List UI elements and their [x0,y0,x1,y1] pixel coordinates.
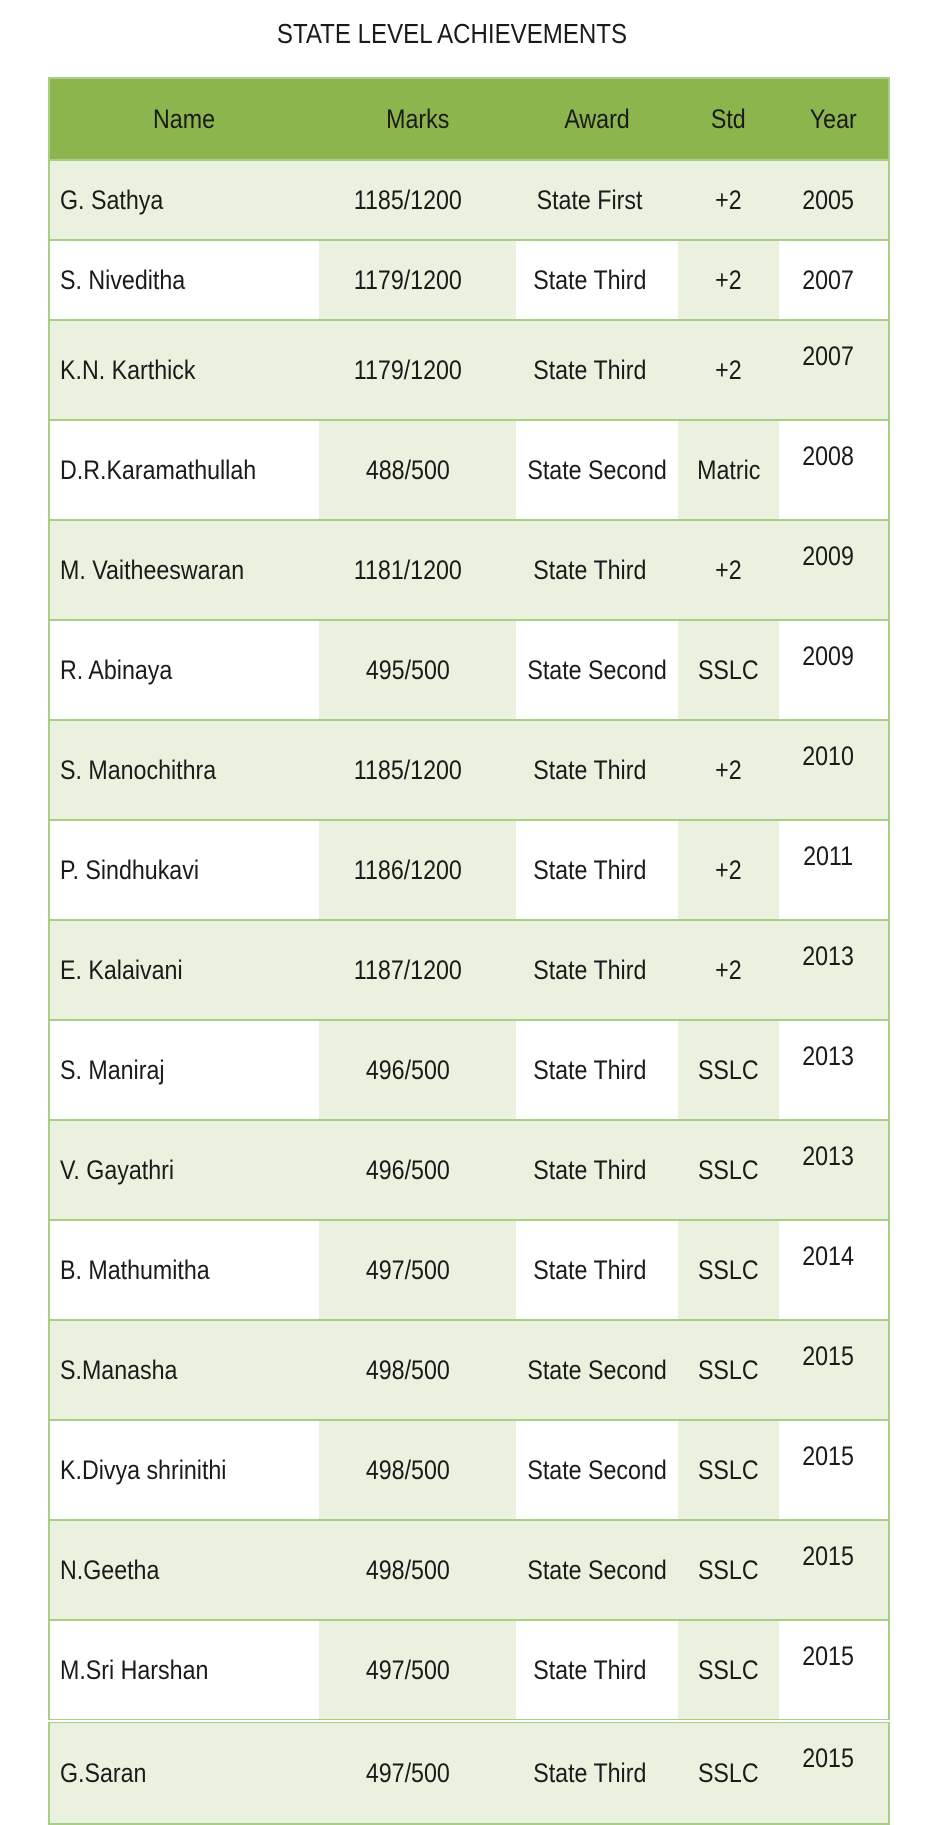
cell-award: State Second [516,420,678,520]
cell-year: 2013 [779,1120,889,1220]
table-row [49,240,889,320]
cell-award: State Second [516,1420,678,1520]
cell-name: R. Abinaya [49,620,319,720]
cell-award: State Third [516,1620,678,1721]
cell-year: 2009 [779,520,889,620]
cell-year: 2015 [779,1520,889,1620]
cell-name: M.Sri Harshan [49,1620,319,1721]
table-row [49,320,889,420]
cell-name: D.R.Karamathullah [49,420,319,520]
cell-std: SSLC [678,620,779,720]
cell-std: +2 [678,320,779,420]
table-row [49,1420,889,1520]
table-row [49,620,889,720]
cell-std: SSLC [678,1120,779,1220]
cell-award: State Third [516,920,678,1020]
cell-year: 2008 [779,420,889,520]
cell-std: +2 [678,160,779,240]
cell-award: State First [516,160,678,240]
table-row [49,1520,889,1620]
cell-marks: 1187/1200 [319,920,516,1020]
table-row [49,1320,889,1420]
cell-std: +2 [678,240,779,320]
cell-name: N.Geetha [49,1520,319,1620]
cell-award: State Second [516,1320,678,1420]
table-row [49,1020,889,1120]
column-header-year: Year [779,78,889,160]
table-body [49,160,889,1824]
table-row [49,1220,889,1320]
cell-award: State Third [516,520,678,620]
cell-award: State Third [516,240,678,320]
cell-award: State Third [516,320,678,420]
cell-std: SSLC [678,1220,779,1320]
cell-name: P. Sindhukavi [49,820,319,920]
cell-year: 2015 [779,1420,889,1520]
cell-std: SSLC [678,1520,779,1620]
cell-marks: 1185/1200 [319,160,516,240]
table-row [49,1120,889,1220]
cell-year: 2015 [779,1320,889,1420]
cell-std: Matric [678,420,779,520]
cell-award: State Third [516,1020,678,1120]
cell-name: G. Sathya [49,160,319,240]
cell-marks: 498/500 [319,1420,516,1520]
column-header-name: Name [49,78,319,160]
column-header-std: Std [678,78,779,160]
table-row [49,520,889,620]
table-header [49,78,889,160]
cell-marks: 497/500 [319,1620,516,1721]
cell-name: G.Saran [49,1721,319,1824]
cell-marks: 497/500 [319,1220,516,1320]
cell-std: +2 [678,920,779,1020]
cell-year: 2015 [779,1620,889,1721]
cell-std: SSLC [678,1320,779,1420]
cell-std: +2 [678,720,779,820]
achievements-table [48,77,890,1825]
cell-name: S. Maniraj [49,1020,319,1120]
cell-std: +2 [678,820,779,920]
cell-std: SSLC [678,1721,779,1824]
cell-marks: 1179/1200 [319,240,516,320]
cell-marks: 488/500 [319,420,516,520]
cell-year: 2007 [779,240,889,320]
cell-name: S. Manochithra [49,720,319,820]
cell-std: +2 [678,520,779,620]
cell-marks: 496/500 [319,1120,516,1220]
cell-marks: 1186/1200 [319,820,516,920]
cell-award: State Third [516,820,678,920]
page-title: STATE LEVEL ACHIEVEMENTS [276,18,628,49]
cell-year: 2014 [779,1220,889,1320]
table-row [49,1620,889,1721]
table-row [49,820,889,920]
column-header-marks: Marks [319,78,516,160]
cell-year: 2009 [779,620,889,720]
cell-name: K.Divya shrinithi [49,1420,319,1520]
cell-marks: 498/500 [319,1320,516,1420]
cell-marks: 497/500 [319,1721,516,1824]
column-header-award: Award [516,78,678,160]
table-row [49,720,889,820]
cell-marks: 498/500 [319,1520,516,1620]
cell-marks: 1181/1200 [319,520,516,620]
table-row [49,160,889,240]
cell-year: 2013 [779,1020,889,1120]
cell-name: M. Vaitheeswaran [49,520,319,620]
cell-name: S. Niveditha [49,240,319,320]
cell-marks: 495/500 [319,620,516,720]
cell-name: E. Kalaivani [49,920,319,1020]
cell-name: B. Mathumitha [49,1220,319,1320]
cell-year: 2005 [779,160,889,240]
cell-marks: 1179/1200 [319,320,516,420]
cell-year: 2010 [779,720,889,820]
cell-name: S.Manasha [49,1320,319,1420]
cell-award: State Second [516,620,678,720]
header-row [49,78,889,160]
cell-year: 2013 [779,920,889,1020]
cell-year: 2011 [779,820,889,920]
cell-award: State Third [516,720,678,820]
table-row [49,1721,889,1824]
cell-marks: 496/500 [319,1020,516,1120]
cell-marks: 1185/1200 [319,720,516,820]
table-row [49,920,889,1020]
cell-std: SSLC [678,1420,779,1520]
cell-name: V. Gayathri [49,1120,319,1220]
cell-award: State Third [516,1220,678,1320]
cell-year: 2007 [779,320,889,420]
cell-std: SSLC [678,1020,779,1120]
cell-std: SSLC [678,1620,779,1721]
cell-award: State Third [516,1120,678,1220]
table-row [49,420,889,520]
cell-award: State Second [516,1520,678,1620]
cell-name: K.N. Karthick [49,320,319,420]
cell-year: 2015 [779,1721,889,1824]
cell-award: State Third [516,1721,678,1824]
